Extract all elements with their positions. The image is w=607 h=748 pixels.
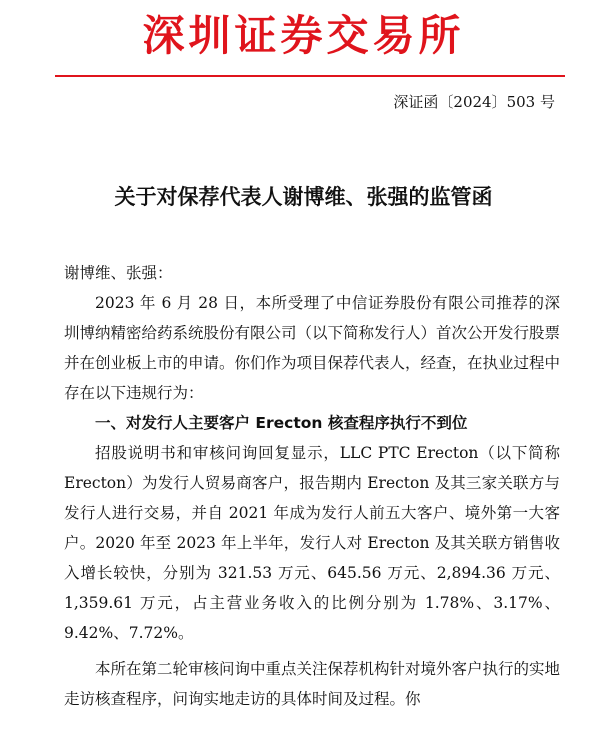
document-title: 关于对保荐代表人谢博维、张强的监管函 [114,185,493,209]
header-red-rule [55,75,565,77]
paragraph-inquiry: 本所在第二轮审核问询中重点关注保荐机构针对境外客户执行的实地走访核查程序，问询实地走访的具体时间及过程。你 [64,660,561,708]
salutation: 谢博维、张强： [64,264,173,282]
document-number: 深证函〔2024〕503 号 [393,93,555,111]
section-heading-1: 一、对发行人主要客户 Erecton 核查程序执行不到位 [95,414,468,432]
paragraph-erecton: 招股说明书和审核问询回复显示，LLC PTC Erecton（以下简称 Erecton）为发行人贸易商客户，报告期内 Erecton 及其三家关联方与发行人进行交易，并自 2021 年成为发行人前五大客户、境外第一大客户。2020 年至 2023 年上半年，发行人对 Erecton 及其关联方销售收入增长较快，分别为 321.53 万元、645.56 万元、2,894.36 万元、1,359.61 万元，占主营业务收入的比例分别为 1.78%、3.17%、9.42%、7.72%。 [64,444,560,642]
document-body [64,258,560,714]
organization-title: 深圳证券交易所 [142,11,465,60]
paragraph-intro: 2023 年 6 月 28 日，本所受理了中信证券股份有限公司推荐的深圳博纳精密给药系统股份有限公司（以下简称发行人）首次公开发行股票并在创业板上市的申请。你们作为项目保荐代表人，经查，在执业过程中存在以下违规行为： [64,294,561,402]
